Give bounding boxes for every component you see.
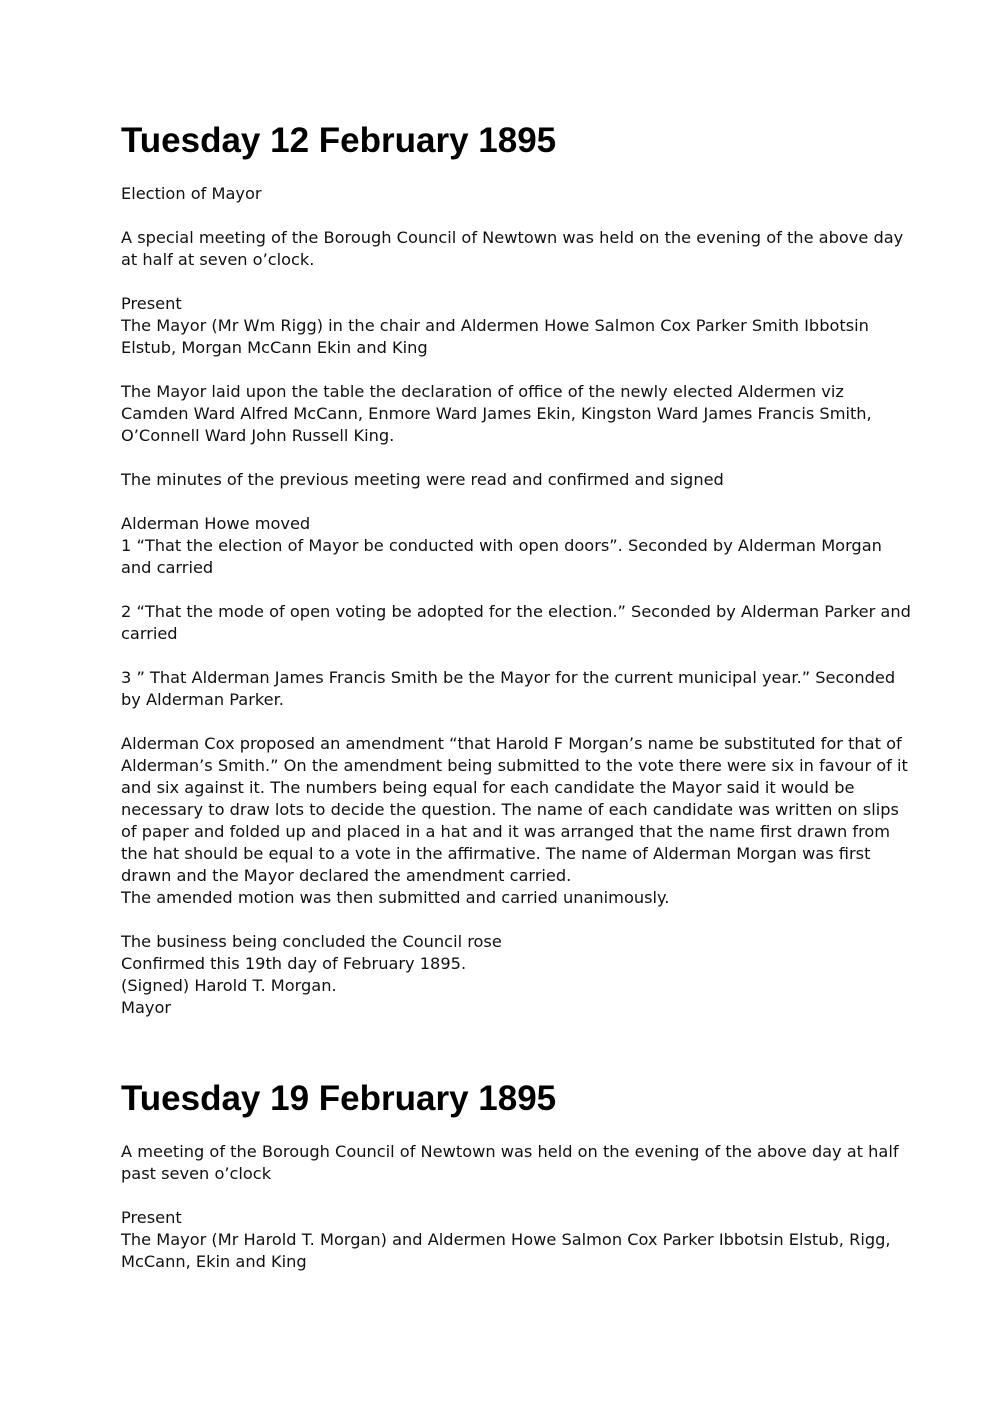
text-line: The business being concluded the Council rose [121,932,502,951]
text-line: Alderman Howe moved [121,514,311,533]
paragraph [121,469,901,491]
text-line: Alderman Cox proposed an amendment “that Harold F Morgan’s name be substituted for that of [121,734,902,753]
minutes-section [121,121,911,1019]
text-line: The Mayor laid upon the table the declaration of office of the newly elected Aldermen viz [121,382,844,401]
text-line: 1 “That the election of Mayor be conducted with open doors”. Seconded by Alderman Morgan [121,536,882,555]
text-line: of paper and folded up and placed in a hat and it was arranged that the name first drawn from [121,822,891,841]
text-line: Alderman’s Smith.” On the amendment being submitted to the vote there were six in favour of it [121,756,908,775]
text-line: at half at seven o’clock. [121,250,315,269]
section-body [121,1141,901,1273]
paragraph [121,513,901,579]
text-line: and six against it. The numbers being equal for each candidate the Mayor said it would be [121,778,855,797]
text-line: the hat should be equal to a vote in the affirmative. The name of Alderman Morgan was first [121,844,871,863]
text-line: O’Connell Ward John Russell King. [121,426,395,445]
paragraph [121,293,901,359]
paragraph [121,1207,901,1273]
text-line: by Alderman Parker. [121,690,284,709]
text-line: Present [121,294,182,313]
text-line: McCann, Ekin and King [121,1252,307,1271]
text-line: necessary to draw lots to decide the question. The name of each candidate was written on slips [121,800,899,819]
text-line: A meeting of the Borough Council of Newtown was held on the evening of the above day at half [121,1142,899,1161]
text-line: A special meeting of the Borough Council of Newtown was held on the evening of the above day [121,228,904,247]
section-heading: Tuesday 12 February 1895 [121,121,557,160]
text-line: Present [121,1208,182,1227]
text-line: The amended motion was then submitted and carried unanimously. [121,888,670,907]
text-line: 3 ” That Alderman James Francis Smith be the Mayor for the current municipal year.” Seconded [121,668,896,687]
text-line: The Mayor (Mr Harold T. Morgan) and Aldermen Howe Salmon Cox Parker Ibbotsin Elstub, Rigg, [121,1230,891,1249]
text-line: 2 “That the mode of open voting be adopted for the election.” Seconded by Alderman Parker and [121,602,911,621]
paragraph [121,381,901,447]
text-line: carried [121,624,178,643]
text-line: drawn and the Mayor declared the amendment carried. [121,866,572,885]
paragraph [121,733,908,909]
text-line: and carried [121,558,214,577]
text-line: past seven o’clock [121,1164,272,1183]
section-body [121,183,911,1019]
text-line: Elstub, Morgan McCann Ekin and King [121,338,428,357]
text-line: The Mayor (Mr Wm Rigg) in the chair and Aldermen Howe Salmon Cox Parker Smith Ibbotsin [121,316,869,335]
paragraph [121,227,904,271]
text-line: The minutes of the previous meeting were read and confirmed and signed [121,470,724,489]
paragraph [121,667,901,711]
paragraph [121,183,901,205]
text-line: Mayor [121,998,172,1017]
text-line: (Signed) Harold T. Morgan. [121,976,337,995]
text-line: Election of Mayor [121,184,262,203]
paragraph [121,601,911,645]
minutes-section [121,1079,901,1273]
paragraph [121,1141,901,1185]
text-line: Confirmed this 19th day of February 1895. [121,954,467,973]
section-heading: Tuesday 19 February 1895 [121,1079,557,1118]
text-line: Camden Ward Alfred McCann, Enmore Ward James Ekin, Kingston Ward James Francis Smith, [121,404,872,423]
paragraph [121,931,901,1019]
